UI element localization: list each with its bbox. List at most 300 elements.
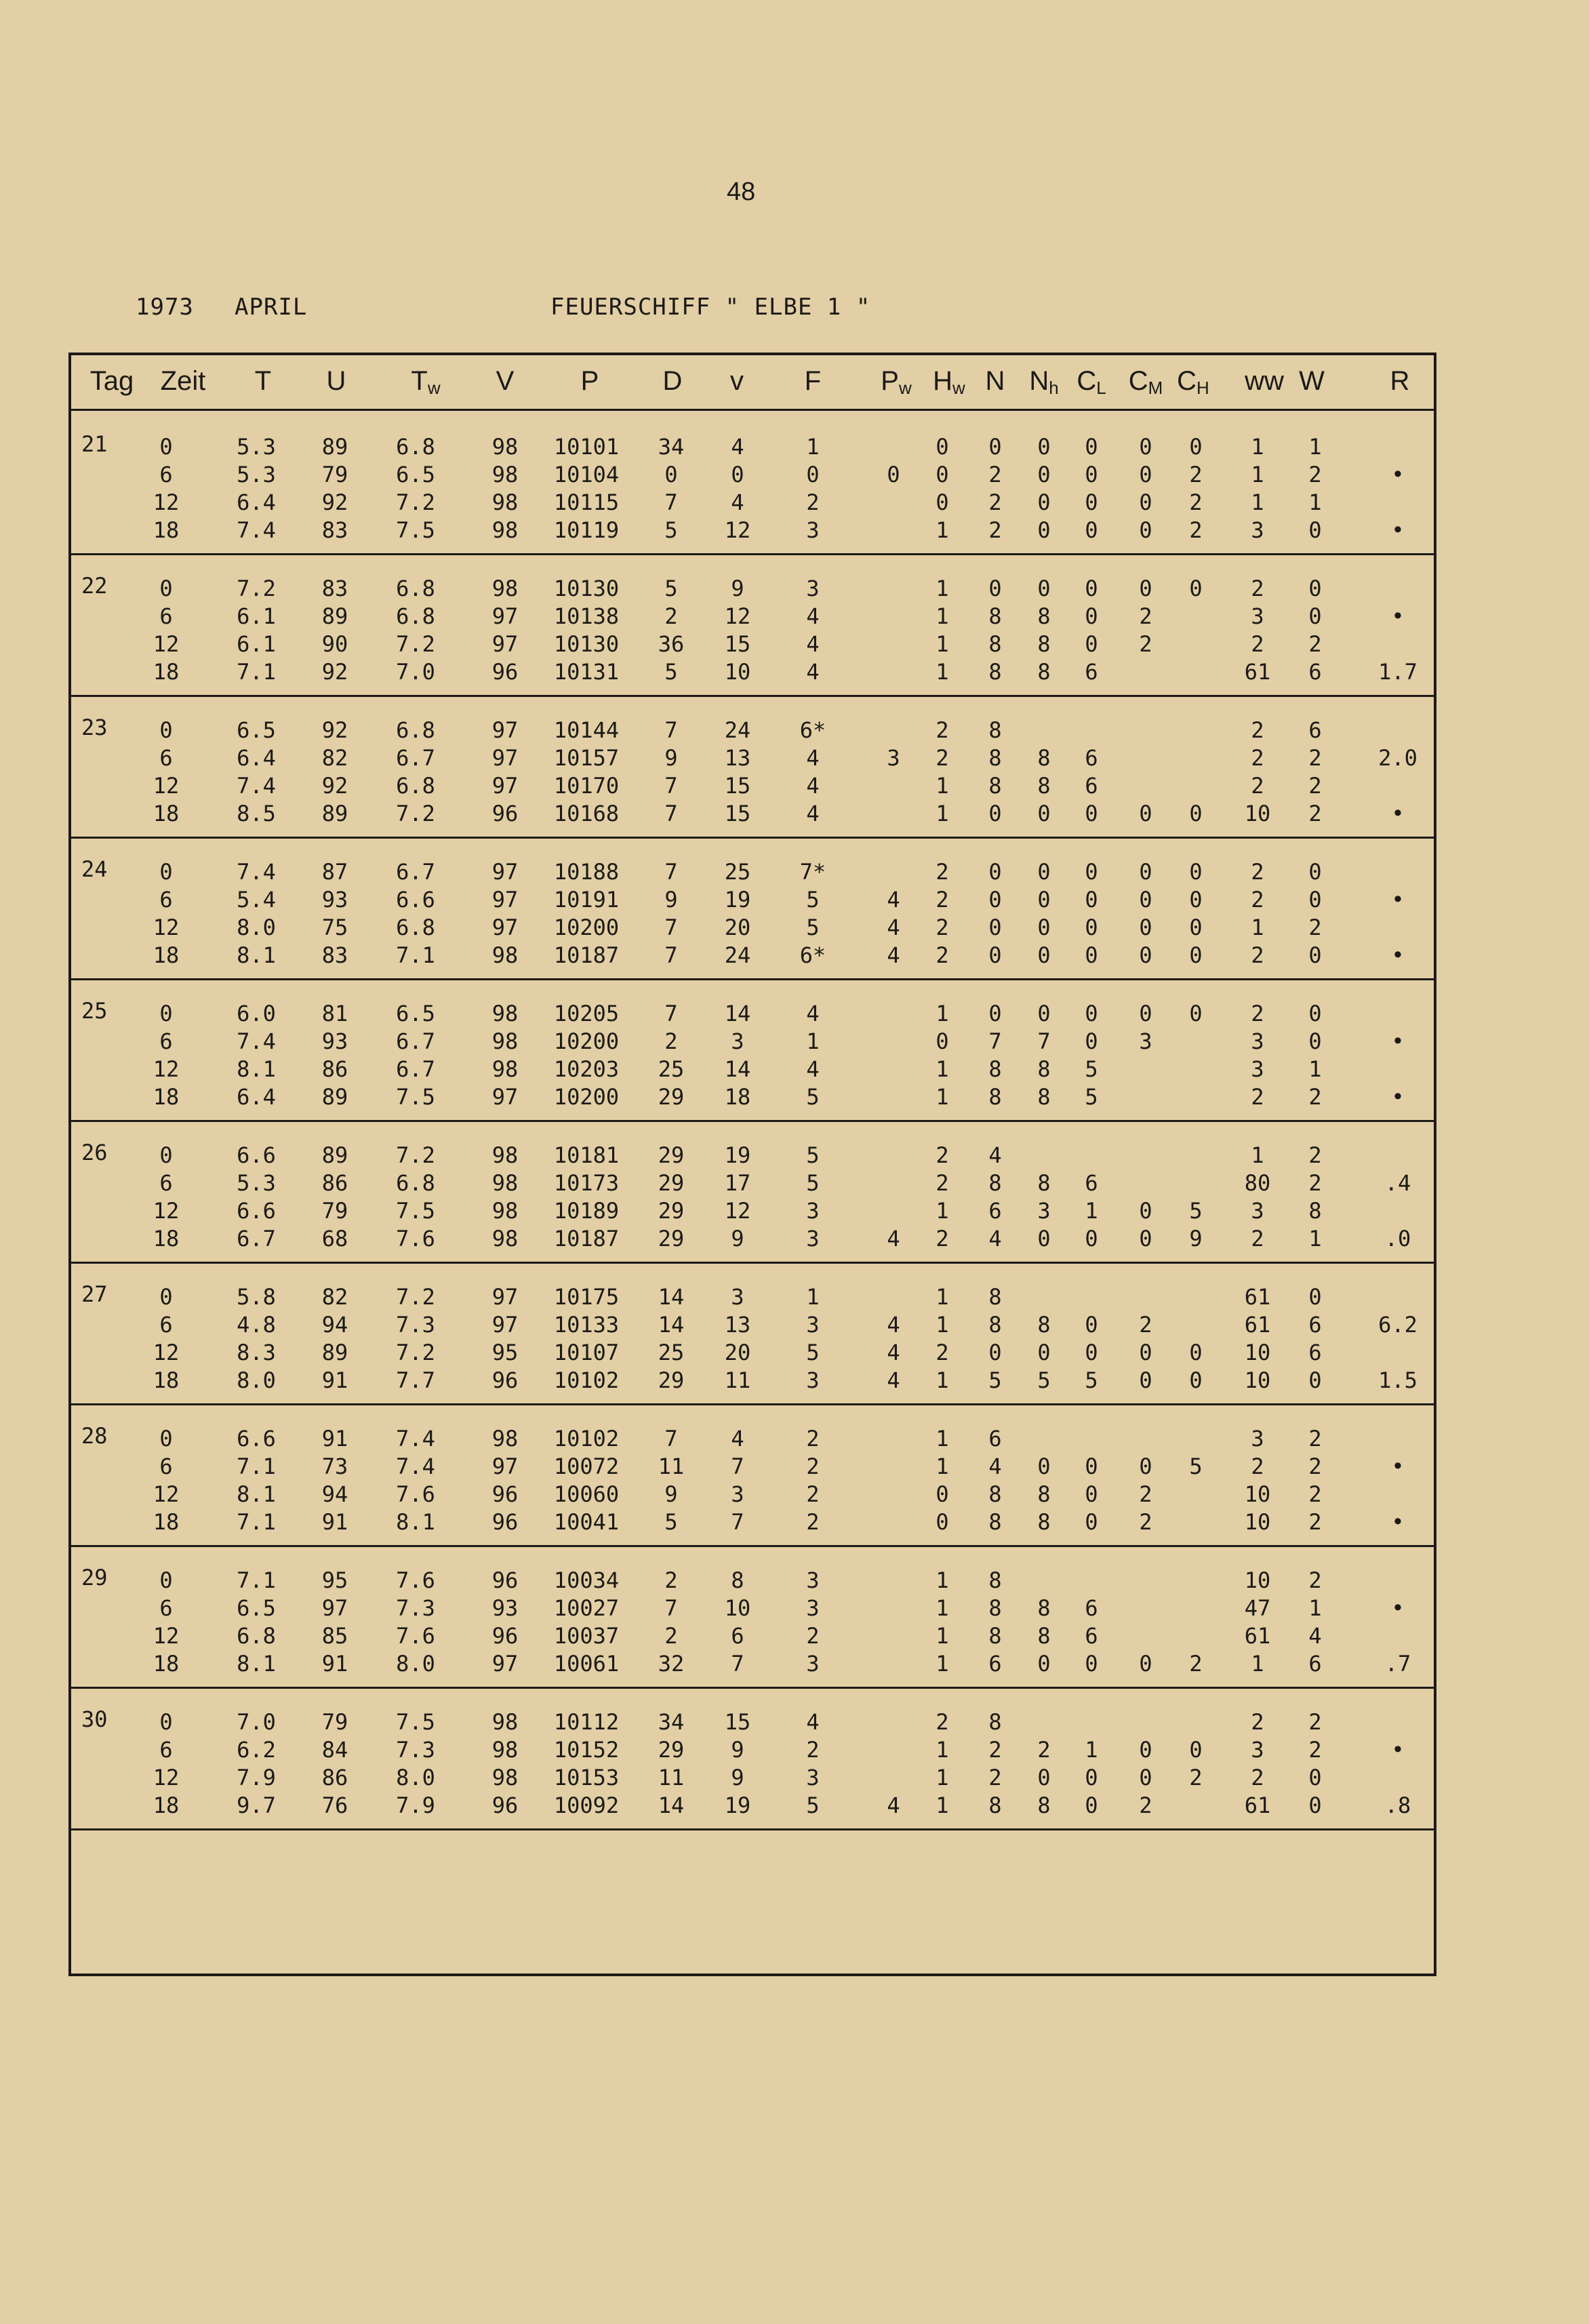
table-cell: 6: [159, 1028, 173, 1054]
table-cell: 0: [731, 462, 744, 487]
day-separator: [68, 978, 1436, 980]
table-cell: 2: [1251, 1709, 1264, 1735]
table-cell: 2: [936, 942, 949, 968]
table-cell: 6.4: [237, 1084, 276, 1110]
table-cell: 1: [1251, 1142, 1264, 1168]
table-cell: 4: [731, 489, 744, 515]
table-cell: 8: [988, 745, 1002, 771]
table-cell: 0: [1308, 1001, 1322, 1026]
day-separator: [68, 837, 1436, 839]
table-cell: •: [1391, 942, 1405, 968]
table-cell: 8: [1037, 659, 1051, 685]
table-cell: 1: [806, 1284, 820, 1310]
table-cell: 10092: [553, 1792, 620, 1818]
column-header-p: P: [580, 366, 599, 396]
table-cell: 2: [1308, 1084, 1322, 1110]
table-cell: 2: [1251, 1226, 1264, 1251]
table-cell: 2: [936, 1142, 949, 1168]
table-cell: 93: [321, 887, 348, 913]
table-cell: 1: [936, 1367, 949, 1393]
column-header-zeit: Zeit: [160, 366, 206, 396]
column-header-w: W: [1299, 366, 1325, 396]
table-cell: 6.0: [237, 1001, 276, 1026]
table-cell: 10102: [553, 1367, 620, 1393]
table-cell: 2: [988, 489, 1002, 515]
table-cell: 29: [658, 1142, 685, 1168]
table-cell: 10187: [553, 1226, 620, 1251]
table-cell: 7: [664, 915, 678, 940]
table-cell: 8: [1037, 1792, 1051, 1818]
table-cell: 1.7: [1378, 659, 1417, 685]
table-cell: 0: [1308, 1792, 1322, 1818]
table-cell: 1: [936, 659, 949, 685]
table-cell: 0: [1139, 1651, 1152, 1677]
table-cell: 0: [1037, 1226, 1051, 1251]
table-cell: 12: [724, 603, 751, 629]
table-cell: 8.1: [237, 1056, 276, 1082]
table-cell: 6: [159, 745, 173, 771]
day-label: 24: [81, 856, 108, 882]
table-cell: 0: [1139, 1198, 1152, 1224]
table-cell: 94: [321, 1312, 348, 1338]
table-cell: 7.6: [396, 1567, 435, 1593]
table-cell: 6: [159, 1454, 173, 1479]
table-cell: 18: [153, 659, 180, 685]
table-cell: 2: [1308, 462, 1322, 487]
table-cell: 96: [491, 1367, 519, 1393]
column-header-pw: $P_w$: [881, 366, 912, 398]
table-cell: 2: [1189, 517, 1203, 543]
table-cell: 1: [1085, 1737, 1098, 1763]
table-cell: 2: [1308, 801, 1322, 826]
table-cell: 4: [988, 1454, 1002, 1479]
day-separator: [68, 553, 1436, 555]
table-cell: 2.0: [1378, 745, 1417, 771]
table-cell: 7.4: [237, 1028, 276, 1054]
table-cell: 6: [159, 603, 173, 629]
table-cell: 5: [806, 1792, 820, 1818]
table-cell: 10072: [553, 1454, 620, 1479]
table-cell: 0: [159, 1284, 173, 1310]
day-label: 21: [81, 431, 108, 457]
table-cell: 7.4: [237, 773, 276, 799]
table-cell: 2: [1308, 631, 1322, 657]
table-cell: 98: [491, 517, 519, 543]
table-cell: 7: [664, 859, 678, 885]
table-cell: 98: [491, 1170, 519, 1196]
table-cell: 15: [724, 773, 751, 799]
table-cell: 8: [988, 1312, 1002, 1338]
table-cell: 1: [936, 576, 949, 601]
table-cell: 10205: [553, 1001, 620, 1026]
table-cell: 14: [658, 1284, 685, 1310]
table-cell: 0: [1189, 859, 1203, 885]
table-cell: 18: [153, 1084, 180, 1110]
table-cell: 2: [1308, 1509, 1322, 1535]
table-cell: 10060: [553, 1481, 620, 1507]
table-cell: 10115: [553, 489, 620, 515]
table-cell: 2: [1308, 1454, 1322, 1479]
table-cell: 7.2: [237, 576, 276, 601]
table-cell: 15: [724, 631, 751, 657]
table-cell: 10152: [553, 1737, 620, 1763]
table-cell: 2: [1251, 887, 1264, 913]
table-cell: 97: [491, 773, 519, 799]
table-cell: 12: [153, 773, 180, 799]
table-cell: 7.5: [396, 517, 435, 543]
table-cell: 0: [159, 576, 173, 601]
table-cell: 6.5: [396, 1001, 435, 1026]
table-cell: 0: [1308, 859, 1322, 885]
day-separator: [68, 1828, 1436, 1830]
table-cell: 2: [664, 603, 678, 629]
table-cell: 0: [1037, 915, 1051, 940]
table-cell: 6: [1085, 1595, 1098, 1621]
table-cell: 2: [936, 915, 949, 940]
table-cell: 75: [321, 915, 348, 940]
table-cell: 6: [1308, 659, 1322, 685]
table-cell: 12: [724, 517, 751, 543]
table-cell: 97: [491, 1651, 519, 1677]
table-cell: 0: [1139, 1367, 1152, 1393]
table-cell: 0: [1037, 462, 1051, 487]
table-cell: 5: [1085, 1056, 1098, 1082]
table-cell: 7: [731, 1509, 744, 1535]
table-cell: •: [1391, 1595, 1405, 1621]
table-cell: 2: [806, 489, 820, 515]
column-header-v: V: [496, 366, 515, 396]
table-cell: 7.3: [396, 1312, 435, 1338]
table-cell: 5: [1037, 1367, 1051, 1393]
table-cell: 0: [1037, 576, 1051, 601]
table-cell: 0: [1139, 1226, 1152, 1251]
table-cell: •: [1391, 1454, 1405, 1479]
table-cell: 2: [1251, 1454, 1264, 1479]
table-cell: 0: [1189, 1367, 1203, 1393]
column-header-ww: ww: [1245, 366, 1284, 396]
table-cell: •: [1391, 517, 1405, 543]
table-cell: 5.4: [237, 887, 276, 913]
table-cell: 7.2: [396, 1340, 435, 1365]
table-cell: 98: [491, 576, 519, 601]
table-cell: 0: [1139, 801, 1152, 826]
table-cell: 1: [936, 1056, 949, 1082]
table-cell: 1: [1308, 434, 1322, 460]
table-cell: 13: [724, 1312, 751, 1338]
table-cell: 0: [936, 462, 949, 487]
table-cell: 6.8: [396, 434, 435, 460]
table-cell: 0: [1037, 887, 1051, 913]
table-cell: 89: [321, 1340, 348, 1365]
column-header-cl: $C_L$: [1077, 366, 1106, 398]
table-cell: 6: [1085, 773, 1098, 799]
table-cell: 7.0: [237, 1709, 276, 1735]
table-cell: 98: [491, 462, 519, 487]
table-cell: 8: [988, 1509, 1002, 1535]
table-cell: 1: [936, 1737, 949, 1763]
table-cell: 0: [1085, 1001, 1098, 1026]
table-cell: 10181: [553, 1142, 620, 1168]
table-cell: 96: [491, 1792, 519, 1818]
day-separator: [68, 695, 1436, 697]
table-cell: 97: [491, 1284, 519, 1310]
column-header-f: F: [804, 366, 822, 396]
table-cell: 1.5: [1378, 1367, 1417, 1393]
table-cell: 61: [1244, 1312, 1271, 1338]
table-cell: 0: [1085, 576, 1098, 601]
table-cell: 86: [321, 1056, 348, 1082]
table-cell: 1: [1308, 1595, 1322, 1621]
day-label: 22: [81, 573, 108, 599]
table-cell: 5: [1189, 1198, 1203, 1224]
table-cell: 9: [664, 1481, 678, 1507]
table-cell: 8: [988, 1056, 1002, 1082]
table-cell: 8: [1037, 1595, 1051, 1621]
table-cell: 2: [806, 1481, 820, 1507]
table-cell: 34: [658, 1709, 685, 1735]
table-cell: 98: [491, 1001, 519, 1026]
table-cell: 2: [936, 1709, 949, 1735]
table-cell: 0: [1308, 576, 1322, 601]
table-cell: 98: [491, 1765, 519, 1790]
table-cell: 2: [1251, 1765, 1264, 1790]
table-cell: 2: [1308, 745, 1322, 771]
table-cell: 0: [1189, 1340, 1203, 1365]
table-cell: 1: [1251, 462, 1264, 487]
table-cell: 10: [1244, 1509, 1271, 1535]
table-cell: 0: [1139, 1454, 1152, 1479]
table-cell: 1: [936, 1595, 949, 1621]
table-cell: 6.4: [237, 489, 276, 515]
table-cell: 15: [724, 801, 751, 826]
table-cell: 5: [664, 517, 678, 543]
table-cell: 7: [731, 1651, 744, 1677]
table-cell: 8: [1037, 631, 1051, 657]
table-cell: 1: [1251, 1651, 1264, 1677]
table-cell: 0: [1085, 1454, 1098, 1479]
table-cell: 6: [1085, 745, 1098, 771]
table-cell: 0: [1085, 1340, 1098, 1365]
table-cell: 6.2: [1378, 1312, 1417, 1338]
table-cell: 6: [159, 887, 173, 913]
table-cell: 7.5: [396, 1198, 435, 1224]
table-cell: 12: [153, 1765, 180, 1790]
table-cell: 0: [1085, 1312, 1098, 1338]
table-cell: 8: [988, 659, 1002, 685]
table-cell: 1: [1085, 1198, 1098, 1224]
table-cell: 0: [1189, 915, 1203, 940]
table-cell: 7.9: [396, 1792, 435, 1818]
day-separator: [68, 1262, 1436, 1264]
table-cell: 18: [724, 1084, 751, 1110]
column-header-ch: $C_H$: [1177, 366, 1209, 398]
table-cell: 8: [1308, 1198, 1322, 1224]
table-cell: 8: [1037, 1084, 1051, 1110]
table-cell: 2: [1308, 1142, 1322, 1168]
table-cell: 18: [153, 1792, 180, 1818]
table-cell: 98: [491, 1226, 519, 1251]
table-cell: 12: [724, 1198, 751, 1224]
table-cell: 61: [1244, 1284, 1271, 1310]
table-cell: 0: [988, 915, 1002, 940]
table-cell: 25: [724, 859, 751, 885]
table-cell: 2: [1308, 1737, 1322, 1763]
table-cell: 98: [491, 489, 519, 515]
table-cell: 6: [1085, 1170, 1098, 1196]
table-cell: 10153: [553, 1765, 620, 1790]
table-cell: 1: [936, 1623, 949, 1649]
table-cell: 7.2: [396, 801, 435, 826]
table-cell: 0: [1085, 631, 1098, 657]
table-cell: 68: [321, 1226, 348, 1251]
column-header-hw: $H_w$: [933, 366, 965, 398]
table-cell: 8: [1037, 773, 1051, 799]
table-cell: 2: [988, 517, 1002, 543]
table-cell: 0: [1189, 1001, 1203, 1026]
table-cell: 7: [664, 1426, 678, 1451]
table-cell: 6.8: [396, 717, 435, 743]
table-cell: 14: [724, 1001, 751, 1026]
table-cell: •: [1391, 462, 1405, 487]
table-cell: 1: [936, 631, 949, 657]
table-cell: 18: [153, 517, 180, 543]
table-cell: 89: [321, 1142, 348, 1168]
table-cell: 6: [159, 462, 173, 487]
table-cell: 10: [724, 1595, 751, 1621]
table-cell: 5.3: [237, 1170, 276, 1196]
table-cell: 9: [731, 1765, 744, 1790]
table-cell: 0: [806, 462, 820, 487]
table-cell: 0: [159, 1426, 173, 1451]
table-cell: 3: [806, 1595, 820, 1621]
table-cell: 0: [1139, 942, 1152, 968]
table-cell: 15: [724, 1709, 751, 1735]
table-cell: 6.2: [237, 1737, 276, 1763]
table-cell: 0: [988, 434, 1002, 460]
table-cell: 0: [1308, 1284, 1322, 1310]
table-cell: 85: [321, 1623, 348, 1649]
table-cell: 6: [731, 1623, 744, 1649]
column-header-nh: $N_h$: [1029, 366, 1059, 398]
table-cell: 4: [806, 659, 820, 685]
table-cell: 4: [988, 1142, 1002, 1168]
table-cell: •: [1391, 1084, 1405, 1110]
table-cell: 0: [159, 434, 173, 460]
table-cell: 94: [321, 1481, 348, 1507]
table-cell: 2: [664, 1623, 678, 1649]
table-cell: 3: [806, 1367, 820, 1393]
table-cell: 11: [724, 1367, 751, 1393]
table-cell: 14: [724, 1056, 751, 1082]
table-cell: 8: [1037, 1623, 1051, 1649]
table-cell: 5.3: [237, 462, 276, 487]
table-cell: 5: [1085, 1367, 1098, 1393]
table-cell: 1: [936, 1426, 949, 1451]
table-cell: 0: [1037, 434, 1051, 460]
table-cell: 2: [1308, 1709, 1322, 1735]
table-cell: 95: [321, 1567, 348, 1593]
table-cell: 19: [724, 887, 751, 913]
table-cell: 0: [1085, 489, 1098, 515]
header-year: 1973: [136, 294, 194, 321]
table-cell: 8: [1037, 1481, 1051, 1507]
table-cell: 89: [321, 603, 348, 629]
table-cell: 10144: [553, 717, 620, 743]
table-cell: 10200: [553, 915, 620, 940]
table-cell: 4: [806, 1056, 820, 1082]
table-cell: 7.2: [396, 1142, 435, 1168]
table-cell: 12: [153, 489, 180, 515]
table-cell: 32: [658, 1651, 685, 1677]
table-cell: 0: [159, 717, 173, 743]
table-cell: 10037: [553, 1623, 620, 1649]
table-cell: 6.5: [237, 1595, 276, 1621]
table-cell: 0: [1085, 887, 1098, 913]
table-cell: 0: [1085, 462, 1098, 487]
table-cell: 2: [936, 717, 949, 743]
table-cell: 93: [491, 1595, 519, 1621]
table-cell: 8: [988, 1709, 1002, 1735]
table-cell: 7.1: [237, 1454, 276, 1479]
table-cell: 8: [988, 1623, 1002, 1649]
table-cell: 96: [491, 1567, 519, 1593]
table-cell: 0: [1139, 859, 1152, 885]
table-cell: 4: [988, 1226, 1002, 1251]
table-cell: 92: [321, 717, 348, 743]
table-cell: 97: [321, 1595, 348, 1621]
table-cell: 7.6: [396, 1226, 435, 1251]
table-cell: 8: [988, 1170, 1002, 1196]
table-cell: 5: [806, 1170, 820, 1196]
header-row-rule: [68, 409, 1436, 411]
table-cell: 96: [491, 1509, 519, 1535]
table-cell: 2: [988, 1765, 1002, 1790]
table-cell: 2: [1308, 1567, 1322, 1593]
table-cell: 98: [491, 1737, 519, 1763]
table-cell: 4: [806, 773, 820, 799]
table-cell: 96: [491, 1481, 519, 1507]
table-cell: 6.6: [237, 1426, 276, 1451]
table-cell: 6: [988, 1426, 1002, 1451]
table-cell: 4: [806, 603, 820, 629]
table-cell: 98: [491, 1142, 519, 1168]
table-cell: 0: [1189, 576, 1203, 601]
table-cell: 2: [806, 1509, 820, 1535]
table-cell: 7.5: [396, 1084, 435, 1110]
table-cell: 8: [731, 1567, 744, 1593]
table-cell: 7: [664, 942, 678, 968]
table-cell: 1: [936, 1792, 949, 1818]
table-cell: 0: [1308, 887, 1322, 913]
table-cell: 0: [1189, 887, 1203, 913]
table-cell: 5.8: [237, 1284, 276, 1310]
table-cell: 8.0: [237, 1367, 276, 1393]
table-cell: 0: [1308, 517, 1322, 543]
column-header-tw: $T_w$: [411, 366, 441, 398]
table-cell: 7.1: [237, 1509, 276, 1535]
table-cell: 4: [887, 1367, 900, 1393]
table-cell: 0: [1037, 1765, 1051, 1790]
table-cell: 0: [1139, 1001, 1152, 1026]
table-cell: 89: [321, 801, 348, 826]
table-cell: 1: [1251, 434, 1264, 460]
table-cell: 79: [321, 1709, 348, 1735]
table-cell: 0: [1085, 1792, 1098, 1818]
table-cell: 3: [806, 1198, 820, 1224]
table-cell: 7.4: [237, 517, 276, 543]
column-header-d: D: [662, 366, 683, 396]
table-cell: 90: [321, 631, 348, 657]
